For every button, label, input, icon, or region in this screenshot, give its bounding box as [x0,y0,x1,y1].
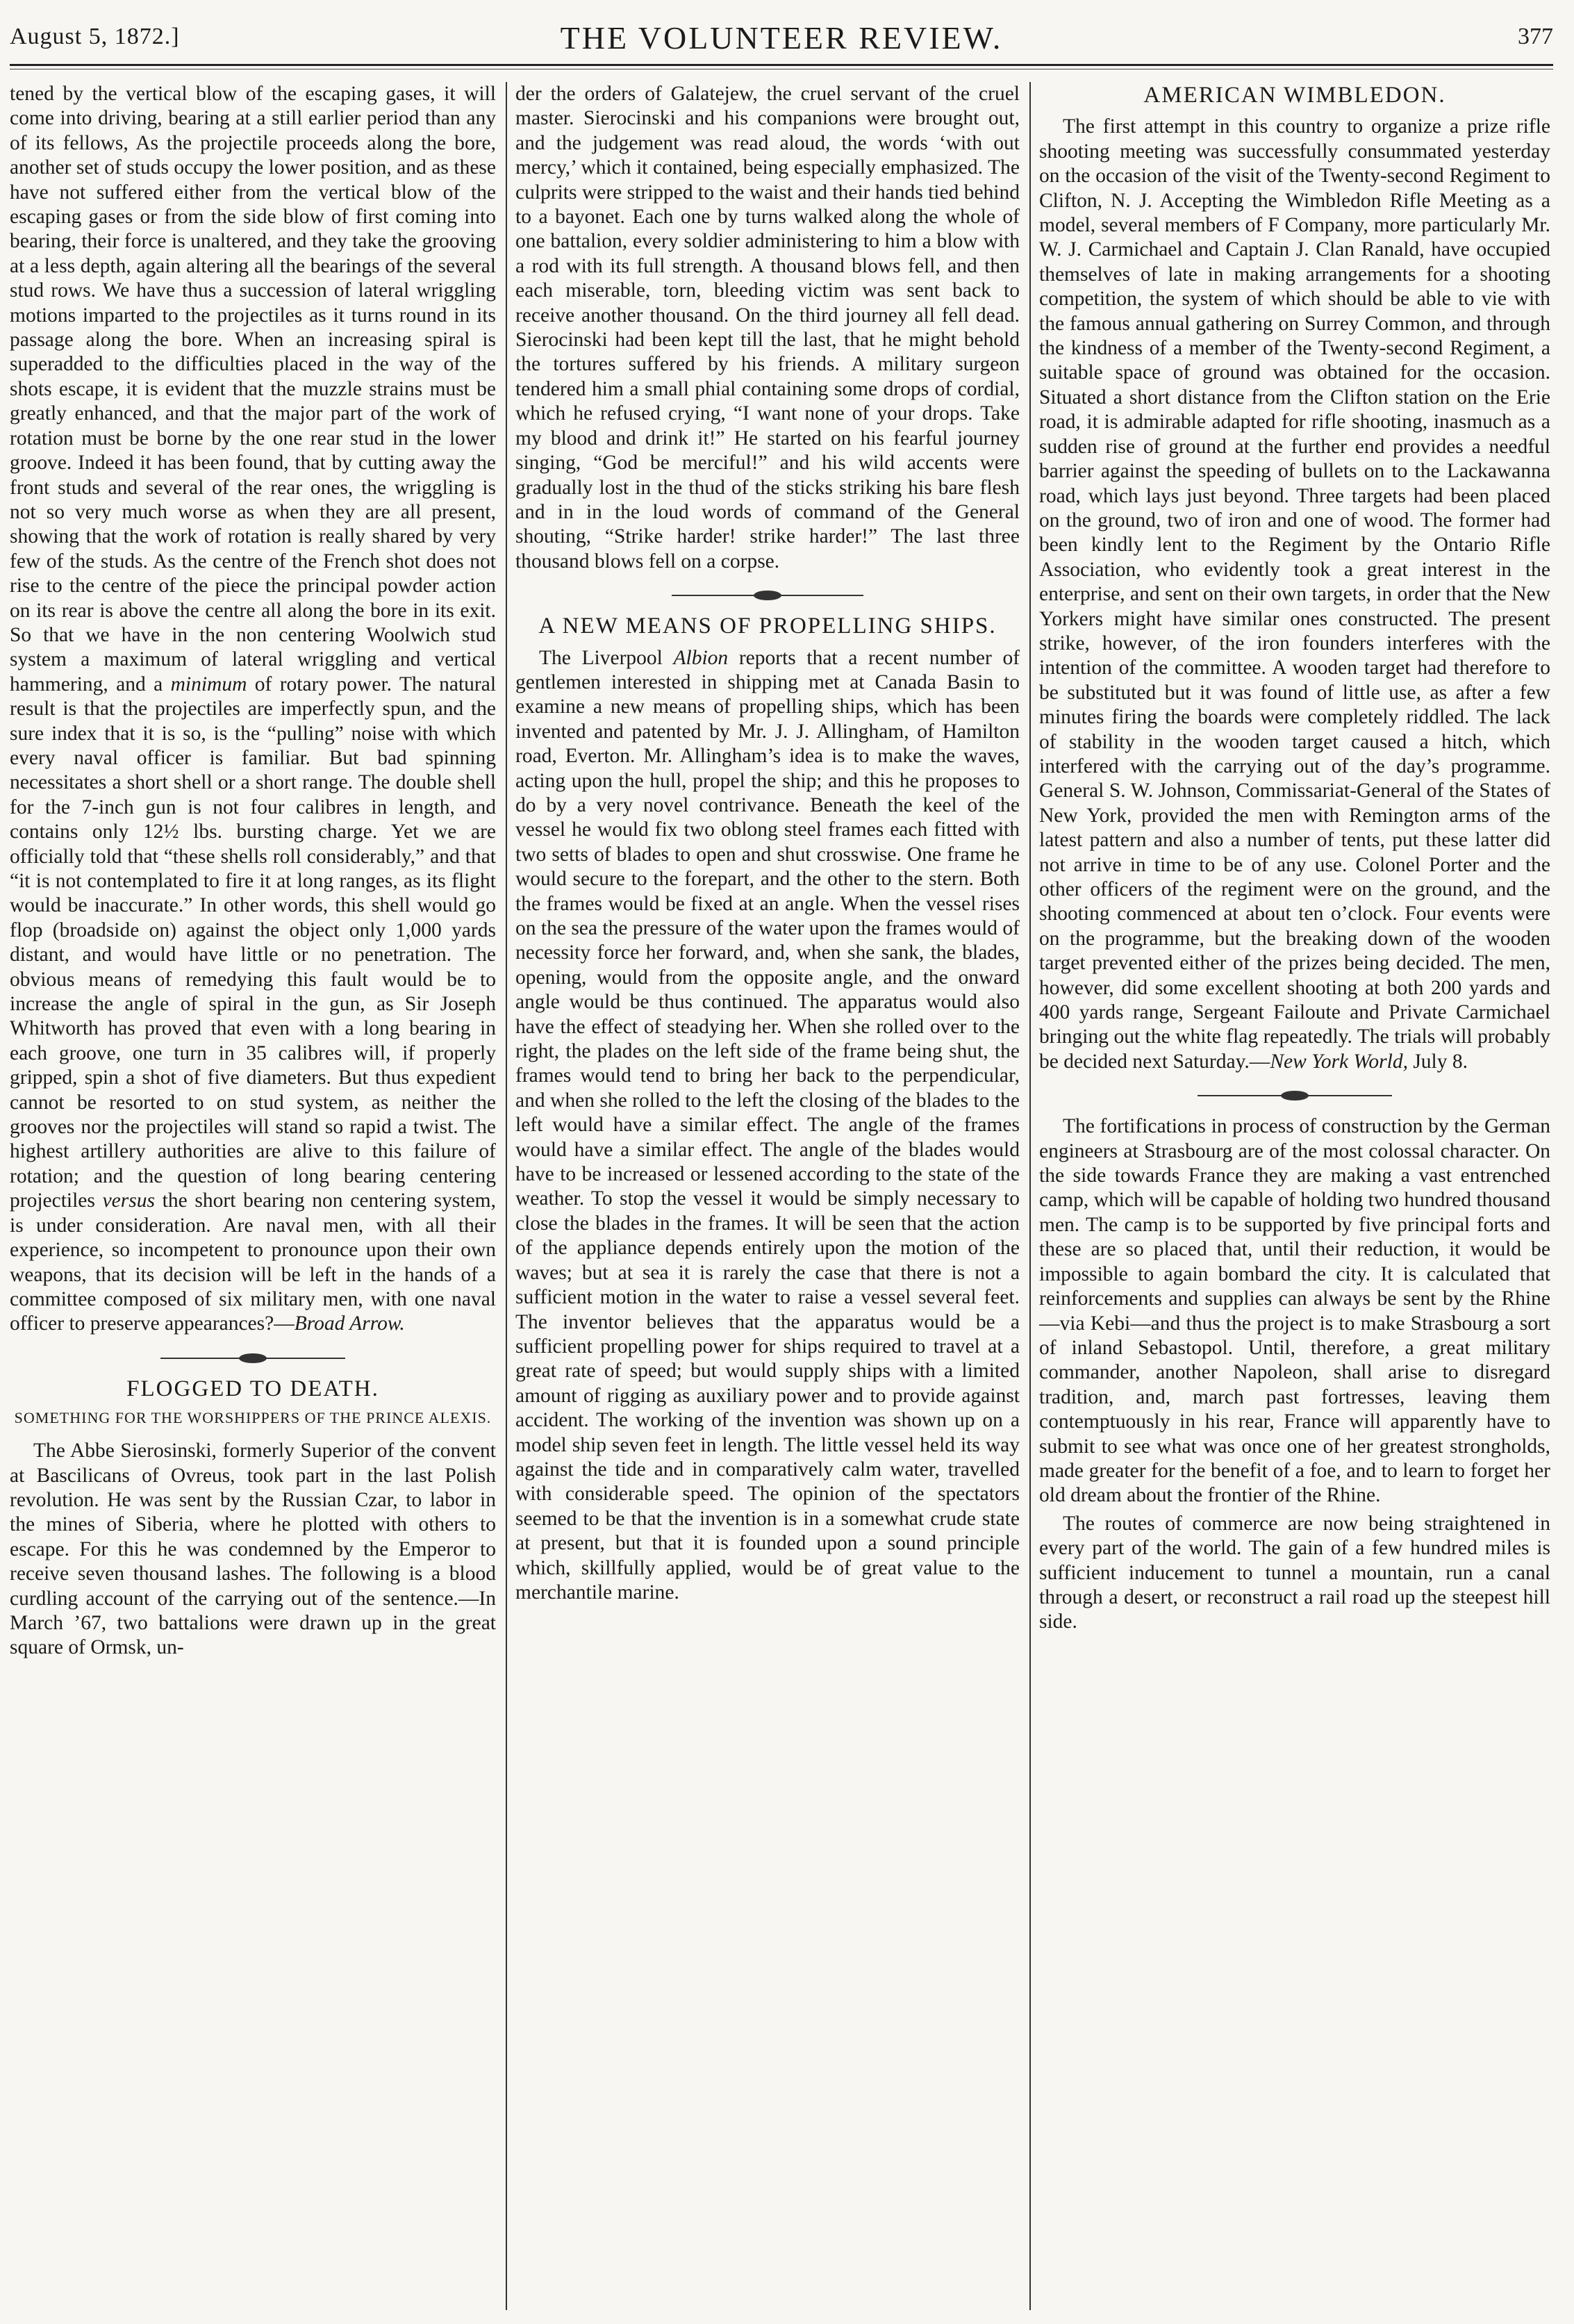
section-separator [160,1355,345,1362]
headline-flogged: FLOGGED TO DEATH. [126,1376,379,1401]
section-separator [1198,1092,1392,1099]
article-italic: minimum [170,673,247,695]
issue-date: August 5, 1872.] [10,24,180,49]
article-source: Broad Arrow. [294,1312,405,1335]
article-text: tened by the vertical blow of the escaping gases, it will come into driving, bearing at a still earlier period than any of its fellows, As the projectile proceeds along the bore, another set of studs occupy the lower position, and as these have not suffered either from the vertical blow of the escaping gases or from the side blow of first coming into bearing, their force is unaltered, and they take the grooving at a less depth, again altering all the bearings of the several stud rows. We have thus a succession of lateral wriggling motions imparted to the projectiles as it turns round in its passage along the bore. When an increasing spiral is superadded to the difficulties placed in the way of the shots escape, it is evident that the muzzle strains must be greatly enhanced, and that the major part of the work of rotation must be borne by the one rear stud in the lower groove. Indeed it has been found, that by cutting away the front studs and several of the rear ones, the wriggling is not so very much worse as when they are all present, showing that the work of rotation is really shared by very few of the studs. As the centre of the French shot does not rise to the centre of the piece the principal powder action on its rear is above the centre all along the bore in its exit. So that we have in the non centering Woolwich stud system a maximum of lateral wriggling and vertical hammering, and a [10,83,496,695]
column-1 [10,82,496,2314]
masthead-title: THE VOLUNTEER REVIEW. [560,20,1003,56]
fortifications-paragraph: The fortifications in process of construction by the German engineers at Strasbourg are of the most colossal character. On the side towards France they are making a vast entrenched camp, which will be capable of holding two hundred thousand men. The camp is to be supported by five principal forts and these are so placed that, until their reduction, it would be impossible to again bombard the city. It is calculated that reinforcements and supplies can always be sent by the Rhine—via Kebi—and thus the project is to make Strasbourg a sort of inland Sebastopol. Until, therefore, a great military commander, another Napoleon, shall arise to disregard tradition, and, march past fortresses, leaving them contemptuously in his rear, France will apparently have to submit to see what was once one of her greatest strongholds, made greater for the benefit of a foe, and to learn to forget her old dream about the frontier of the Rhine. [1039,1115,1550,1507]
commerce-paragraph: The routes of commerce are now being straightened in every part of the world. The gain of a few hundred miles is sufficient inducement to tunnel a mountain, run a canal through a desert, or reconstruct a rail road up the steepest hill side. [1039,1512,1550,1633]
headline-ships: A NEW MEANS OF PROPELLING SHIPS. [538,613,997,639]
column-2 [515,82,1020,2314]
column-3 [1039,82,1550,2314]
article-text: the short bearing non centering system, is under consideration. Are naval men, with all their experience, so incompetent to pronounce upon their own weapons, that its decision will be left in the hands of a committee composed of six military men, with one naval officer to preserve appearances?— [10,1189,496,1335]
wimbledon-source: New York World, [1270,1050,1408,1073]
article-italic: versus [102,1189,155,1212]
wimbledon-date: July 8. [1413,1050,1468,1073]
column-divider-2 [1029,82,1031,2310]
wimbledon-paragraph [1039,115,1550,1074]
headline-wimbledon: AMERICAN WIMBLEDON. [1143,83,1446,108]
header-rule [10,64,1553,66]
ships-text: reports that a recent number of gentlemen interested in shipping met at Canada Basin to examine a new means of propelling ships, which has been invented and patented by Mr. J. J. Allingham, of Hamilton road, Everton. Mr. Allingham’s idea is to make the waves, acting upon the hull, propel the ship; and this he proposes to do by a very novel contrivance. Beneath the keel of the vessel he would fix two oblong steel frames each fitted with two setts of blades to open and shut crosswise. One frame he would secure to the forepart, and the other to the stern. Both the frames would be fixed at an angle. When the vessel rises on the sea the pressure of the water upon the frames would of necessity force her forward, and, when she sank, the blades, opening, would from the opposite angle, and the onward angle would be thus continued. The apparatus would also have the effect of steadying her. When she rolled over to the right, the plades on the left side of the frame being shut, the frames would tend to bring her back to the perpendicular, and when she rolled to the left the closing of the blades to the left would have a similar effect. The angle of the frames would have a similar effect. The angle of the blades would have to be increased or lessened according to the state of the weather. To stop the vessel it would be simply necessary to close the blades in the frames. It will be seen that the action of the appliance depends entirely upon the motion of the waves; but at sea it is rarely the case that there is not a sufficient motion in the water to raise a vessel several feet. The inventor believes that the apparatus would be a sufficient propelling power for ships required to travel at a great rate of speed; but would supply ships with a limited amount of rigging as auxiliary power and to provide against accident. The working of the invention was shown up on a model ship seven feet in length. The little vessel held its way against the tide and in comparatively calm water, travelled with considerable speed. The opinion of the spectators seemed to be that the invention is in a somewhat crude state at present, but that it is founded upon a sound principle which, skillfully applied, would be of great value to the merchantile marine. [515,646,1020,1604]
article-text: of rotary power. The natural result is that the projectiles are imperfectly spun, and the sure index that it is so, is the “pulling” noise with which every naval officer is familiar. But bad spinning necessitates a short shell or a short range. The double shell for the 7-inch gun is not four calibres in length, and contains only 12½ lbs. bursting charge. Yet we are officially told that “these shells roll considerably,” and that “it is not contemplated to fire it at long ranges, as its flight would be inaccurate.” In other words, this shell would go flop (broadside on) against the object only 1,000 yards distant, and would have little or no penetration. The obvious means of remedying this fault would be to increase the angle of spiral in the gun, as Sir Joseph Whitworth has proved that even with a long bearing in each groove, one turn in 35 calibres will, if properly gripped, spin a shot of five diameters. But thus expedient cannot be resorted to on stud system, as neither the grooves nor the projectiles will stand so rapid a twist. The highest artillery authorities are alive to this failure of rotation; and the question of long bearing centering projectiles [10,673,496,1212]
ships-text: The Liverpool [539,646,663,669]
article-continuation [10,82,496,1337]
subheadline-flogged: SOMETHING FOR THE WORSHIPPERS OF THE PRINCE ALEXIS. [14,1409,492,1427]
page-number: 377 [1518,24,1553,49]
flogged-continuation: der the orders of Galatejew, the cruel servant of the cruel master. Sierocinski and his companions were brought out, and the judgement was read aloud, the words ‘with out mercy,’ which it contained, being especially emphasized. The culprits were stripped to the waist and their hands tied behind to a bayonet. Each one by turns walked along the whole of one battalion, every soldier administering to him a blow with a rod with its full strength. A thousand blows fell, and then each miserable, torn, bleeding victim was sent back to receive another thousand. On the third journey all fell dead. Sierocinski had been kept till the last, that he might behold the tortures suffered by his friends. A military surgeon tendered him a small phial containing some drops of cordial, which he refused crying, “I want none of your drops. Take my blood and drink it!” He started on his fearful journey singing, “God be merciful!” and his wild accents were gradually lost in the thud of the sticks striking his bare flesh and in in the loud words of command of the General shouting, “Strike harder! strike harder!” The last three thousand blows fell on a corpse. [515,83,1020,572]
ships-italic: Albion [673,646,729,669]
ships-paragraph [515,646,1020,1606]
column-divider-1 [506,82,507,2310]
flogged-paragraph: The Abbe Sierosinski, formerly Superior of the convent at Bascilicans of Ovreus, took part in the last Polish revolution. He was sent by the Russian Czar, to labor in the mines of Siberia, where he plotted with others to escape. For this he was condemned by the Emperor to receive seven thousand lashes. The following is a blood curdling account of the carrying out of the sentence.—In March ’67, two battalions were drawn up in the great square of Ormsk, un- [10,1440,496,1659]
wimbledon-text: The first attempt in this country to organize a prize rifle shooting meeting was successfully consummated yesterday on the occasion of the visit of the Twenty-second Regiment to Clifton, N. J. Accepting the Wimbledon Rifle Meeting as a model, several members of F Company, more particularly Mr. W. J. Carmichael and Captain J. Clan Ranald, have occupied themselves of late in making arrangements for a shooting competition, the system of which should be able to vie with the famous annual gathering on Surrey Common, and through the kindness of a member of the Twenty-second Regiment, a suitable space of ground was obtained for the occasion. Situated a short distance from the Clifton station on the Erie road, it is admirable adapted for rifle shooting, inasmuch as a sudden rise of ground at the further end provides a needful barrier against the speeding of bullets on to the Lackawanna road, which lays just beyond. Three targets had been placed on the ground, two of iron and one of wood. The former had been kindly lent to the Regiment by the Ontario Rifle Association, who evidently took a great interest in the enterprise, and sent on their own targets, in order that the New Yorkers might have similar ones constructed. The present strike, however, of the iron founders interferes with the intention of the committee. A wooden target had therefore to be substituted but it was found of little use, as after a few minutes firing the boards were completely riddled. The lack of stability in the wooden target caused a hitch, which interfered with the carrying out of the day’s programme. General S. W. Johnson, Commissariat-General of the States of New York, provided the men with Remington arms of the latest pattern and also a number of tents, put these latter did not arrive in time to be of any use. Colonel Porter and the other officers of the regiment were on the ground, and the shooting commenced at about ten o’clock. Four events were on the programme, but the breaking down of the wooden target prevented either of the prizes being decided. The men, however, did some excellent shooting at both 200 yards and 400 yards range, Sergeant Failoute and Private Carmichael bringing out the white flag repeatedly. The trials will probably be decided next Saturday.— [1039,115,1550,1073]
section-separator [672,592,863,599]
